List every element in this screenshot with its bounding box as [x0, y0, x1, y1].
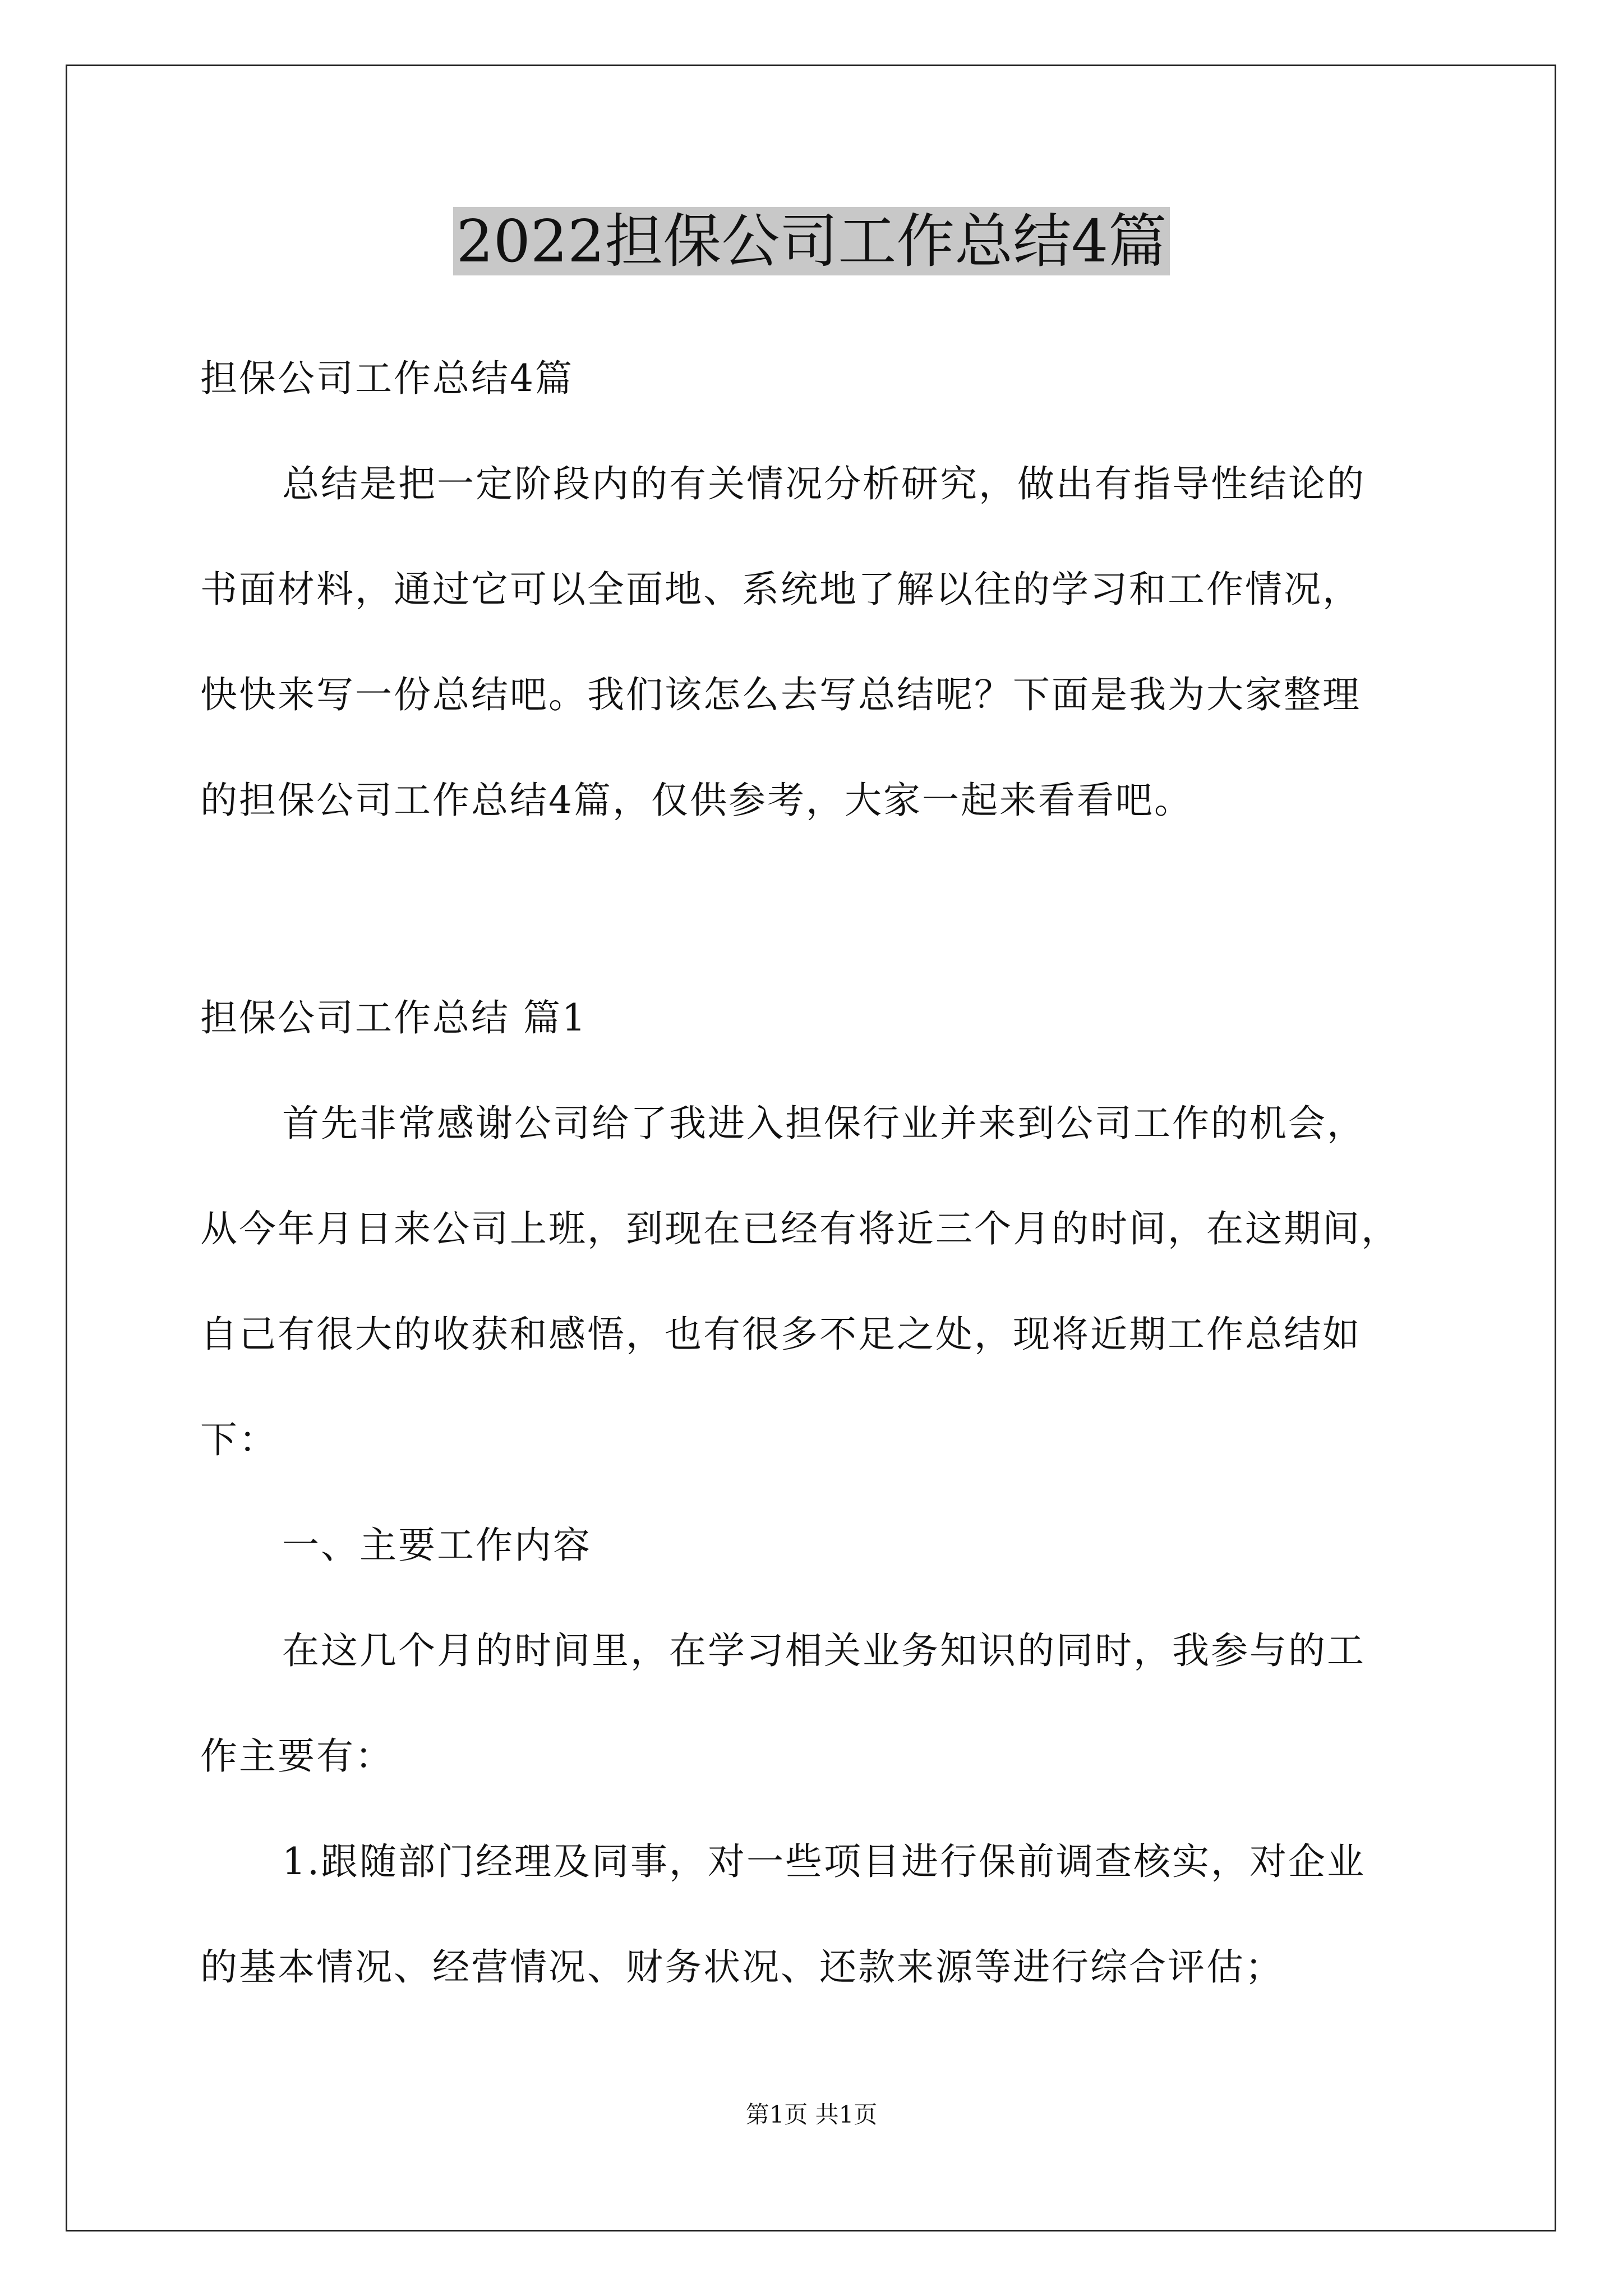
document-title-text: 2022担保公司工作总结4篇 — [453, 207, 1170, 275]
document-title — [0, 205, 1623, 278]
section-heading: 担保公司工作总结 篇1 — [200, 996, 587, 1039]
list-item-line: 的基本情况、经营情况、财务状况、还款来源等进行综合评估； — [200, 1945, 1284, 1989]
list-item-line: 1.跟随部门经理及同事，对一些项目进行保前调查核实，对企业 — [282, 1840, 1366, 1883]
paragraph-line: 从今年月日来公司上班，到现在已经有将近三个月的时间，在这期间， — [200, 1207, 1400, 1250]
page-footer: 第1页 共1页 — [745, 2101, 878, 2128]
paragraph-line: 自己有很大的收获和感悟，也有很多不足之处，现将近期工作总结如 — [200, 1313, 1361, 1356]
paragraph-line: 快快来写一份总结吧。我们该怎么去写总结呢？下面是我为大家整理 — [200, 673, 1361, 716]
paragraph-line: 在这几个月的时间里，在学习相关业务知识的同时，我参与的工 — [282, 1629, 1366, 1672]
paragraph-line: 作主要有： — [200, 1734, 394, 1778]
subheading: 一、主要工作内容 — [282, 1524, 592, 1567]
subtitle-line: 担保公司工作总结4篇 — [200, 357, 574, 400]
paragraph-line: 书面材料，通过它可以全面地、系统地了解以往的学习和工作情况， — [200, 568, 1361, 611]
paragraph-line: 下： — [200, 1418, 278, 1461]
paragraph-line: 总结是把一定阶段内的有关情况分析研究，做出有指导性结论的 — [282, 462, 1366, 505]
paragraph-line: 首先非常感谢公司给了我进入担保行业并来到公司工作的机会， — [282, 1102, 1366, 1145]
paragraph-line: 的担保公司工作总结4篇，仅供参考，大家一起来看看吧。 — [200, 779, 1193, 822]
